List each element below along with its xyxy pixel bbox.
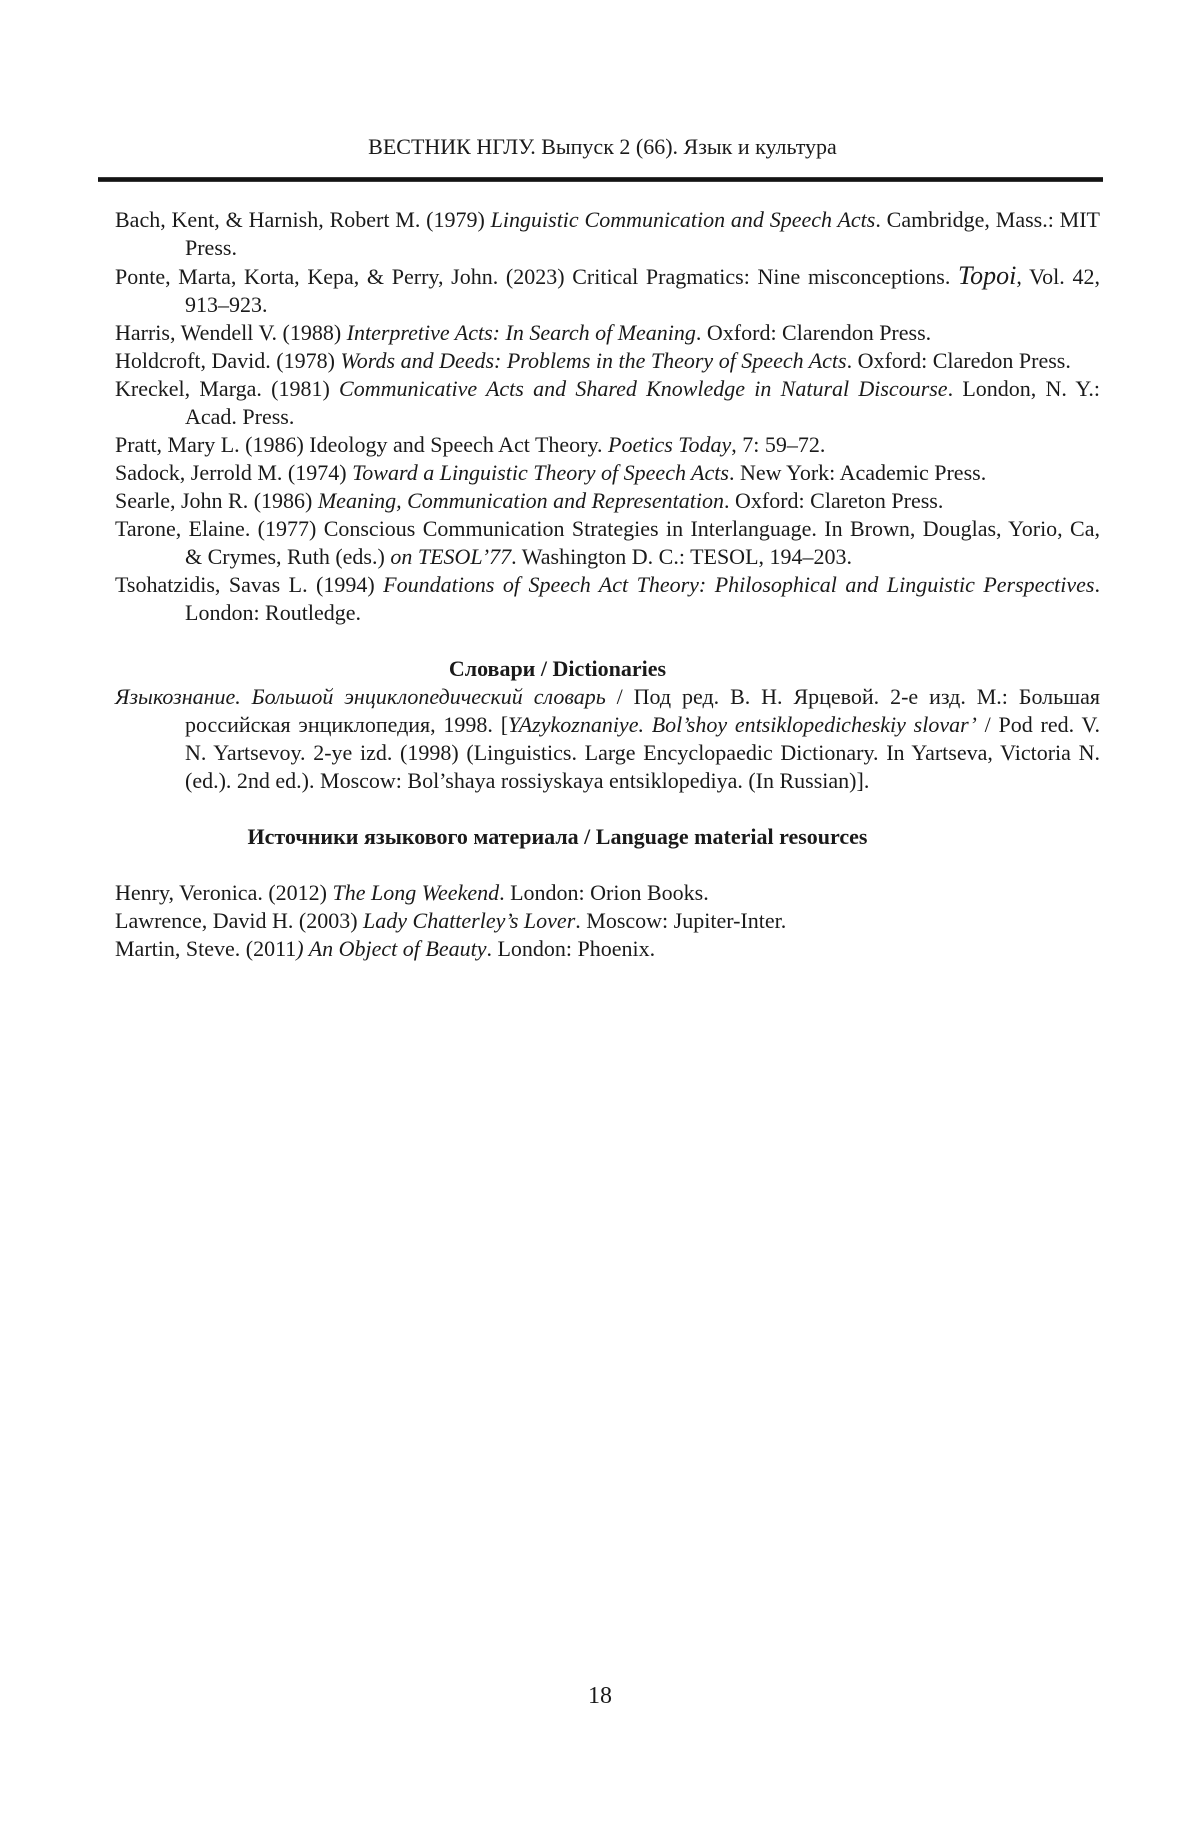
reference-entry bbox=[115, 571, 1100, 627]
running-head: ВЕСТНИК НГЛУ. Выпуск 2 (66). Язык и культура bbox=[368, 134, 837, 159]
reference-entry bbox=[115, 487, 1100, 515]
reference-entry bbox=[115, 262, 1100, 319]
references-content bbox=[115, 206, 1100, 963]
text-segment: Harris, Wendell V. (1988) bbox=[115, 320, 347, 345]
text-segment: . Oxford: Clareton Press. bbox=[724, 488, 944, 513]
text-segment: . New York: Academic Press. bbox=[728, 460, 987, 485]
text-segment: Topoi bbox=[958, 261, 1017, 290]
text-segment: Communicative Acts and Shared Knowledge in Natural Discourse bbox=[339, 376, 948, 401]
text-segment: Words and Deeds: Problems in the Theory of Speech Acts bbox=[340, 348, 847, 373]
reference-entry bbox=[115, 459, 1100, 487]
text-segment: / Pod red. V. N. Yartsevoy. 2-ye izd. (1998) (Linguistics. Large Encyclopaedic Dictionary. In Yartseva, Victoria N. (ed.). 2nd ed.). Moscow: Bol’shaya rossiyskaya entsiklopediya. (In Russian)]. bbox=[185, 712, 1101, 793]
reference-entry bbox=[115, 431, 1100, 459]
text-segment: Meaning, Communication and Representation bbox=[317, 488, 724, 513]
reference-entry bbox=[115, 375, 1100, 431]
section-heading-language-material-resources: Источники языкового материала / Language material resources bbox=[247, 824, 868, 849]
journal-page bbox=[0, 133, 1200, 1830]
text-segment: . London: Phoenix. bbox=[486, 936, 656, 961]
text-segment: Pratt, Mary L. (1986) Ideology and Speech Act Theory. bbox=[115, 432, 609, 457]
text-segment: Kreckel, Marga. (1981) bbox=[115, 376, 340, 401]
source-entry bbox=[115, 879, 1100, 907]
text-segment: Henry, Veronica. (2012) bbox=[115, 880, 333, 905]
text-segment: Holdcroft, David. (1978) bbox=[115, 348, 341, 373]
text-segment: Tarone, Elaine. (1977) Conscious Communication Strategies in Interlanguage. In Brown, Douglas, Yorio, Ca, & Crymes, Ruth (eds.) bbox=[115, 516, 1100, 569]
header-rule bbox=[98, 177, 1103, 182]
dictionary-entry bbox=[115, 683, 1100, 795]
reference-entry bbox=[115, 347, 1100, 375]
text-segment: YAzykoznaniye. Bol’shoy entsiklopedicheskiy slovar’ bbox=[508, 712, 977, 737]
text-segment: The Long Weekend bbox=[332, 880, 500, 905]
reference-entry bbox=[115, 206, 1100, 262]
text-segment: , Vol. 42, 913–923. bbox=[185, 264, 1100, 317]
text-segment: . Oxford: Claredon Press. bbox=[846, 348, 1071, 373]
section-heading-dictionaries: Словари / Dictionaries bbox=[448, 656, 667, 681]
text-segment: . Washington D. C.: TESOL, 194–203. bbox=[511, 544, 853, 569]
text-segment: Martin, Steve. (2011 bbox=[115, 936, 297, 961]
source-entry bbox=[115, 907, 1100, 935]
text-segment: , 7: 59–72. bbox=[731, 432, 826, 457]
text-segment: . Cambridge, Mass.: MIT Press. bbox=[185, 207, 1100, 260]
text-segment: . London: Routledge. bbox=[185, 572, 1100, 625]
text-segment: Poetics Today bbox=[608, 432, 732, 457]
text-segment: Tsohatzidis, Savas L. (1994) bbox=[115, 572, 384, 597]
reference-entry bbox=[115, 515, 1100, 571]
text-segment: Linguistic Communication and Speech Acts bbox=[490, 207, 876, 232]
text-segment: on TESOL’77 bbox=[390, 544, 512, 569]
page-number: 18 bbox=[588, 1683, 612, 1709]
text-segment: Lawrence, David H. (2003) bbox=[115, 908, 364, 933]
text-segment: ) An Object of Beauty bbox=[296, 936, 487, 961]
source-entry bbox=[115, 935, 1100, 963]
text-segment: Searle, John R. (1986) bbox=[115, 488, 318, 513]
text-segment: Foundations of Speech Act Theory: Philosophical and Linguistic Perspectives bbox=[383, 572, 1095, 597]
text-segment: . Moscow: Jupiter-Inter. bbox=[575, 908, 787, 933]
text-segment: Interpretive Acts: In Search of Meaning bbox=[346, 320, 696, 345]
text-segment: . Oxford: Clarendon Press. bbox=[695, 320, 932, 345]
reference-entry bbox=[115, 319, 1100, 347]
text-segment: Ponte, Marta, Korta, Kepa, & Perry, John. (2023) Critical Pragmatics: Nine misconceptions. bbox=[115, 264, 959, 289]
language-material-entries bbox=[115, 879, 1100, 963]
text-segment: Языкознание. Большой энциклопедический словарь bbox=[115, 684, 606, 709]
text-segment: Lady Chatterley’s Lover bbox=[363, 908, 576, 933]
text-segment: Bach, Kent, & Harnish, Robert M. (1979) bbox=[115, 207, 491, 232]
text-segment: . London, N. Y.: Acad. Press. bbox=[185, 376, 1100, 429]
text-segment: Toward a Linguistic Theory of Speech Acts bbox=[352, 460, 729, 485]
text-segment: Sadock, Jerrold M. (1974) bbox=[115, 460, 353, 485]
text-segment: / Под ред. В. Н. Ярцевой. 2-е изд. М.: Большая российская энциклопедия, 1998. [ bbox=[185, 684, 1100, 737]
text-segment: . London: Orion Books. bbox=[499, 880, 709, 905]
